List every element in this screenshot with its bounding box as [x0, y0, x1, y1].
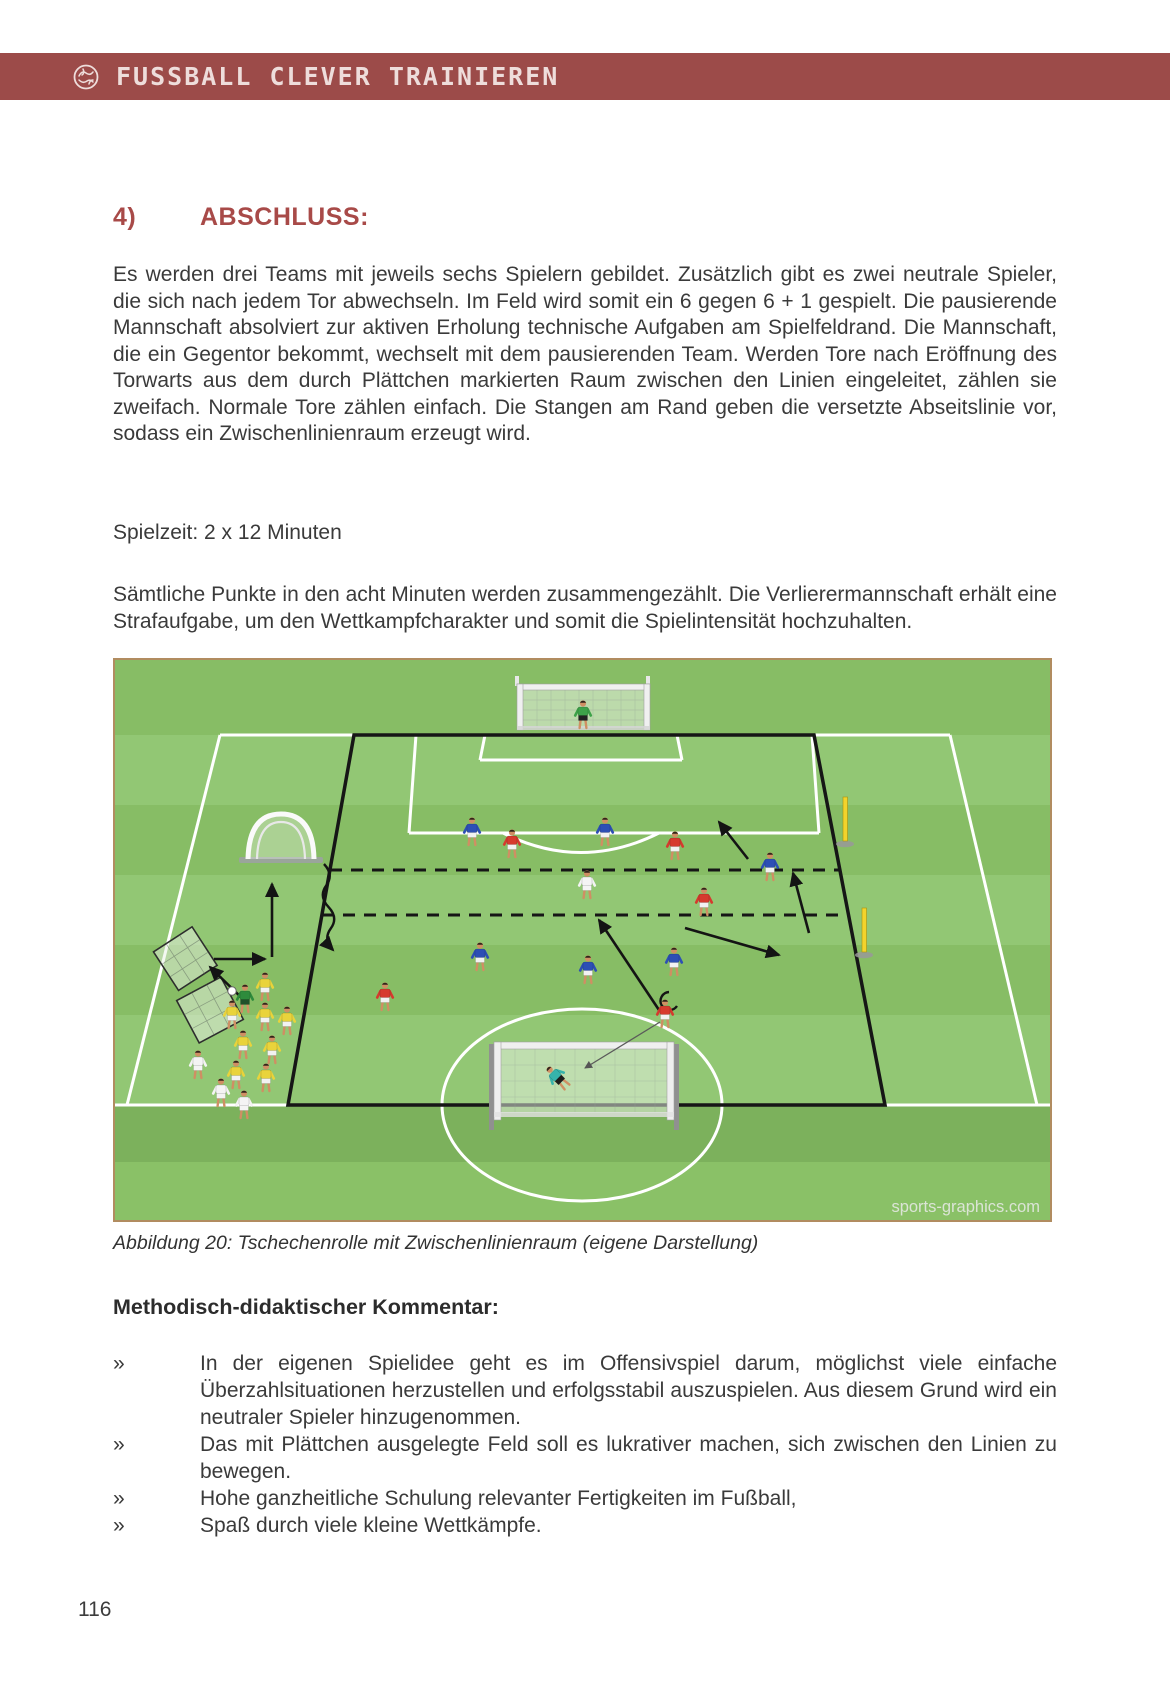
brain-logo-icon [70, 61, 102, 93]
bullet-text: Spaß durch viele kleine Wettkämpfe. [200, 1514, 542, 1537]
kommentar-item [113, 1485, 1057, 1512]
bullet-text: Das mit Plättchen ausgelegte Feld soll es lukrativer machen, sich zwischen den Linien zu bewegen. [200, 1433, 1057, 1483]
header-title: FUSSBALL CLEVER TRAINIEREN [116, 62, 560, 91]
section-number: 4) [113, 203, 137, 231]
kommentar-list [113, 1350, 1057, 1539]
figure-caption: Abbildung 20: Tschechenrolle mit Zwischenlinienraum (eigene Darstellung) [113, 1232, 759, 1254]
bullet-text: Hohe ganzheitliche Schulung relevanter Fertigkeiten im Fußball, [200, 1487, 797, 1510]
kommentar-item [113, 1431, 1057, 1485]
bottom-goal [489, 1042, 679, 1130]
page-header-bar [0, 53, 1170, 100]
section-title: ABSCHLUSS: [200, 203, 369, 231]
bullet-marker: » [113, 1352, 125, 1375]
grass-stripes [115, 660, 1050, 1220]
bullet-text: In der eigenen Spielidee geht es im Offensivspiel darum, möglichst viele einfache Überzahlsituationen herzustellen und erfolgsstabil auszuspielen. Aus diesem Grund wird ein neutraler Spieler hinzugenommen. [200, 1352, 1057, 1429]
kommentar-item [113, 1512, 1057, 1539]
page-number: 116 [78, 1598, 112, 1621]
watermark: sports-graphics.com [891, 1198, 1040, 1216]
boundary-pole [862, 908, 867, 952]
pole-base [855, 952, 873, 958]
paragraph-spielzeit: Spielzeit: 2 x 12 Minuten [113, 521, 342, 544]
boundary-pole [843, 797, 848, 841]
kommentar-item [113, 1350, 1057, 1431]
ball [228, 987, 236, 995]
bullet-marker: » [113, 1487, 125, 1510]
section-heading [113, 203, 369, 232]
soccer-field-illustration [115, 660, 1050, 1220]
paragraph-scoring: Sämtliche Punkte in den acht Minuten werden zusammengezählt. Die Verlierermannschaft erhält eine Strafaufgabe, um den Wettkampfcharakter und somit die Spielintensität hochzuhalten. [113, 583, 1057, 633]
paragraph-rules: Es werden drei Teams mit jeweils sechs Spielern gebildet. Zusätzlich gibt es zwei neutrale Spieler, die sich nach jedem Tor abwechseln. Im Feld wird somit ein 6 gegen 6 + 1 gespielt. Die pausierende Mannschaft absolviert zur aktiven Erholung technische Aufgaben am Spielfeldrand. Die Mannschaft, die ein Gegentor bekommt, wechselt mit dem pausierenden Team. Werden Tore nach Eröffnung des Torwarts aus dem durch Plättchen markierten Raum zwischen den Linien eingeleitet, zählen sie zweifach. Normale Tore zählen einfach. Die Stangen am Rand geben die versetzte Abseitslinie vor, sodass ein Zwischenlinienraum erzeugt wird. [113, 263, 1057, 445]
bullet-marker: » [113, 1514, 125, 1537]
kommentar-heading: Methodisch-didaktischer Kommentar: [113, 1295, 499, 1319]
pole-base [836, 841, 854, 847]
training-diagram-figure [113, 658, 1052, 1222]
bullet-marker: » [113, 1433, 125, 1456]
